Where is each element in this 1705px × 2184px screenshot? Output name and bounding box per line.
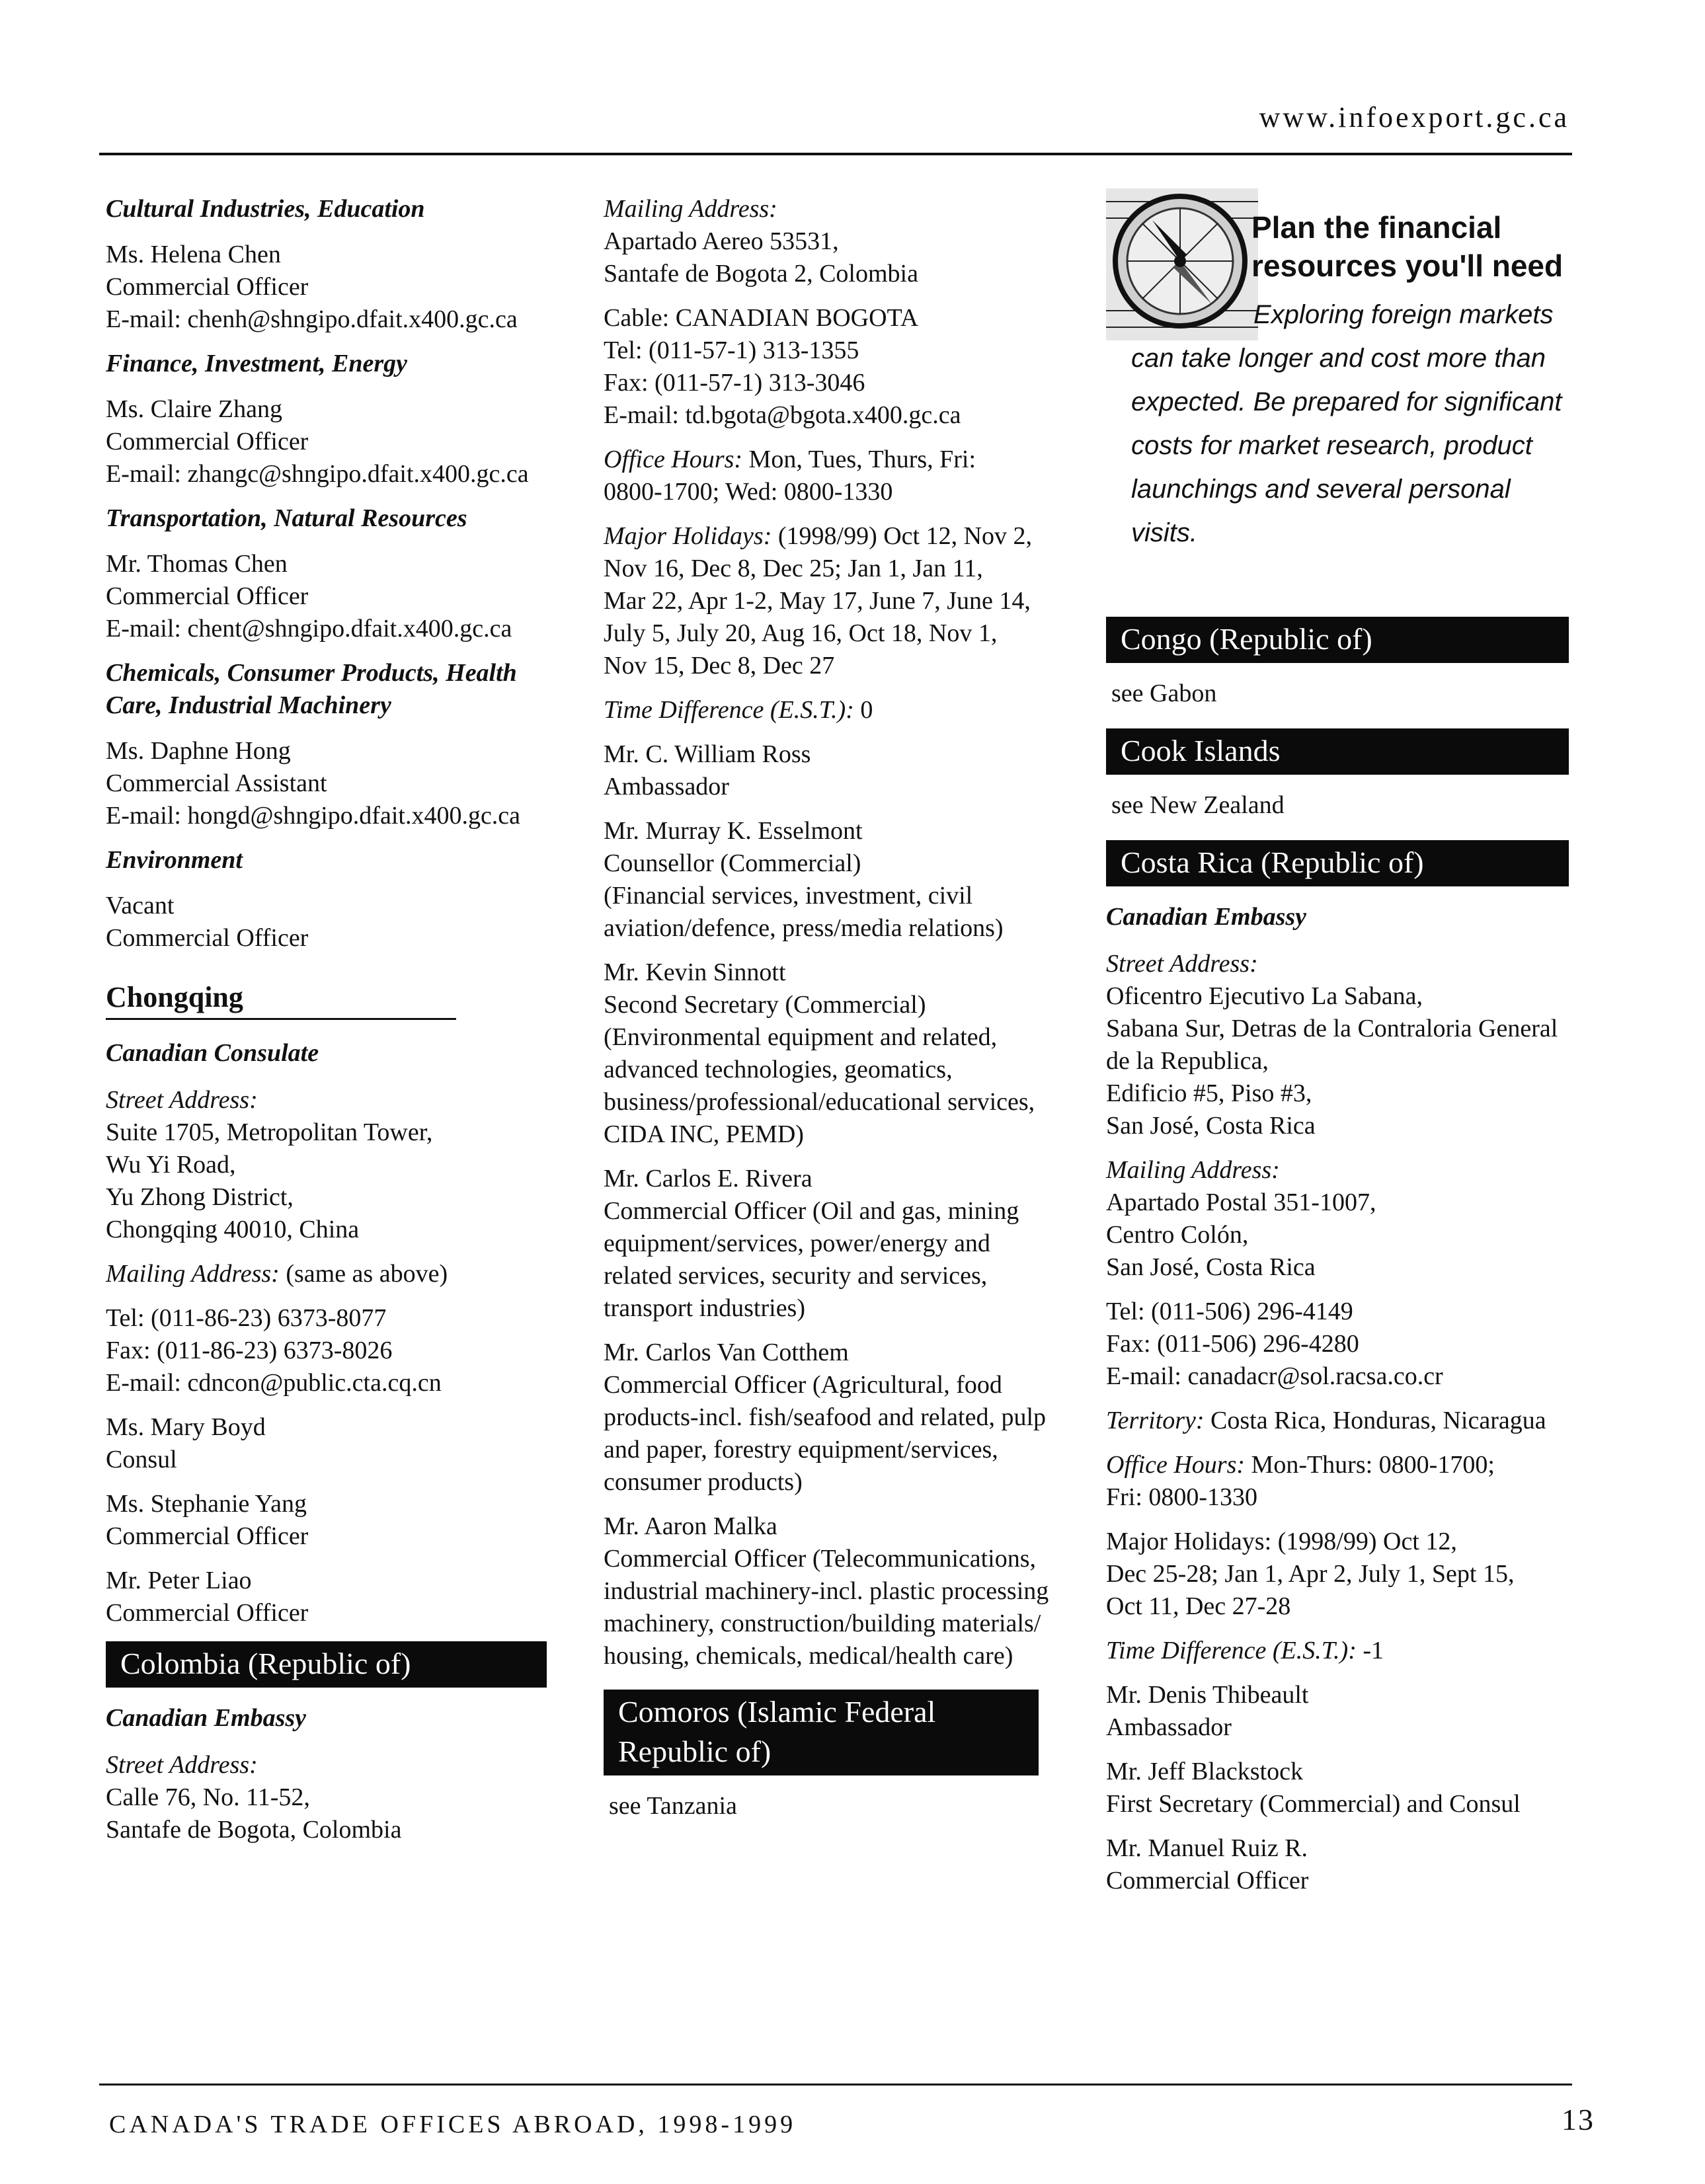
staff-line: business/professional/educational services,	[604, 1088, 1035, 1116]
holidays-value: Oct 11, Dec 27-28	[1106, 1592, 1291, 1620]
tip-title	[1251, 208, 1563, 285]
sector-category: Transportation, Natural Resources	[106, 504, 467, 532]
staff-entry	[1106, 1756, 1582, 1820]
staff-line: Mr. Manuel Ruiz R.	[1106, 1834, 1308, 1862]
fax: Fax: (011-86-23) 6373-8026	[106, 1337, 393, 1364]
sector-category-line: Chemicals, Consumer Products, Health	[106, 659, 517, 687]
address-line: Suite 1705, Metropolitan Tower,	[106, 1118, 433, 1146]
contact-email: E-mail: hongd@shngipo.dfait.x400.gc.ca	[106, 802, 521, 830]
staff-line: Ambassador	[604, 773, 729, 800]
tip-title-line: resources you'll need	[1251, 249, 1564, 283]
fax: Fax: (011-506) 296-4280	[1106, 1330, 1359, 1358]
staff-line: Second Secretary (Commercial)	[604, 991, 926, 1019]
tip-body-line: can take longer and cost more than	[1131, 344, 1546, 373]
staff-title: Commercial Officer	[106, 1599, 309, 1627]
sector-entry	[106, 657, 569, 832]
staff-line: transport industries)	[604, 1294, 806, 1322]
major-holidays	[1106, 1526, 1582, 1623]
staff-line: CIDA INC, PEMD)	[604, 1120, 804, 1148]
telephone: Tel: (011-506) 296-4149	[1106, 1298, 1353, 1325]
time-difference-value: 0	[853, 696, 873, 724]
office-name: Canadian Embassy	[1106, 903, 1307, 931]
contact-name: Ms. Claire Zhang	[106, 395, 283, 423]
holidays-label: Major Holidays:	[604, 522, 772, 550]
time-difference	[604, 694, 1080, 726]
staff-line: Mr. Carlos E. Rivera	[604, 1165, 813, 1192]
office-hours-value: Mon, Tues, Thurs, Fri:	[748, 446, 976, 473]
staff-line: Commercial Officer (Agricultural, food	[604, 1371, 1002, 1399]
holidays-value: Major Holidays: (1998/99) Oct 12,	[1106, 1528, 1457, 1555]
sector-category: Cultural Industries, Education	[106, 195, 425, 223]
contact-title: Commercial Officer	[106, 582, 309, 610]
staff-name: Ms. Stephanie Yang	[106, 1490, 307, 1518]
sector-category	[106, 657, 569, 722]
staff-line: Mr. Carlos Van Cotthem	[604, 1339, 849, 1366]
sector-entry	[106, 193, 569, 336]
tip-body-line: expected. Be prepared for significant	[1131, 387, 1562, 416]
staff-line: related services, security and services,	[604, 1262, 988, 1290]
contact-name: Mr. Thomas Chen	[106, 550, 288, 578]
office-name: Canadian Embassy	[106, 1704, 307, 1732]
tip-body	[1106, 293, 1608, 555]
office-hours	[1106, 1449, 1582, 1514]
territory-label: Territory:	[1106, 1407, 1205, 1434]
staff-name: Mr. Peter Liao	[106, 1567, 252, 1594]
street-address	[106, 1084, 569, 1246]
address-line: Oficentro Ejecutivo La Sabana,	[1106, 982, 1423, 1010]
office-hours-label: Office Hours:	[604, 446, 743, 473]
staff-line: and paper, forestry equipment/services,	[604, 1436, 998, 1463]
major-holidays	[604, 520, 1080, 682]
office-name: Canadian Consulate	[106, 1039, 319, 1067]
sector-category: Environment	[106, 846, 243, 874]
holidays-value: (1998/99) Oct 12, Nov 2,	[772, 522, 1033, 550]
country-heading-line: Republic of)	[618, 1735, 772, 1768]
sector-entry	[106, 348, 569, 490]
office-hours-value: 0800-1700; Wed: 0800-1330	[604, 478, 893, 506]
staff-line: Commercial Officer (Oil and gas, mining	[604, 1197, 1019, 1225]
tip-box	[1106, 188, 1582, 565]
address-line: Chongqing 40010, China	[106, 1216, 360, 1243]
page-number: 13	[1562, 2103, 1595, 2136]
staff-line: consumer products)	[604, 1468, 803, 1496]
column-3	[1106, 188, 1582, 1909]
contact-title: Commercial Officer	[106, 428, 309, 455]
street-address	[1106, 948, 1582, 1142]
territory-value: Costa Rica, Honduras, Nicaragua	[1204, 1407, 1546, 1434]
street-address	[106, 1749, 569, 1846]
email: E-mail: canadacr@sol.racsa.co.cr	[1106, 1362, 1443, 1390]
address-line: Yu Zhong District,	[106, 1183, 294, 1211]
header-url: www.infoexport.gc.ca	[1259, 101, 1569, 134]
address-line: Calle 76, No. 11-52,	[106, 1783, 310, 1811]
holidays-value: July 5, July 20, Aug 16, Oct 18, Nov 1,	[604, 619, 998, 647]
contact-name: Vacant	[106, 892, 175, 919]
address-line: Apartado Postal 351-1007,	[1106, 1189, 1376, 1216]
address-line: San José, Costa Rica	[1106, 1253, 1316, 1281]
holidays-value: Mar 22, Apr 1-2, May 17, June 7, June 14,	[604, 587, 1031, 615]
staff-entry	[604, 1510, 1080, 1672]
street-address-label: Street Address:	[106, 1086, 258, 1114]
see-reference: see Gabon	[1111, 680, 1217, 707]
address-line: Centro Colón,	[1106, 1221, 1249, 1249]
contact-email: E-mail: chenh@shngipo.dfait.x400.gc.ca	[106, 305, 518, 333]
mailing-address-value: (same as above)	[286, 1260, 448, 1288]
street-address-label: Street Address:	[1106, 950, 1258, 978]
sector-category: Finance, Investment, Energy	[106, 350, 408, 377]
staff-line: aviation/defence, press/media relations)	[604, 914, 1004, 942]
staff-line: products-incl. fish/seafood and related, pulp	[604, 1403, 1047, 1431]
country-heading-line: Comoros (Islamic Federal	[618, 1695, 936, 1729]
time-difference	[1106, 1635, 1582, 1667]
country-heading-comoros	[604, 1690, 1039, 1775]
mailing-address	[106, 1258, 569, 1290]
staff-line: housing, chemicals, medical/health care)	[604, 1642, 1013, 1670]
telephone: Tel: (011-86-23) 6373-8077	[106, 1304, 387, 1332]
cable: Cable: CANADIAN BOGOTA	[604, 304, 919, 332]
contact-email: E-mail: zhangc@shngipo.dfait.x400.gc.ca	[106, 460, 529, 488]
time-difference-label: Time Difference (E.S.T.):	[1106, 1637, 1357, 1664]
contact-info	[1106, 1296, 1582, 1393]
staff-line: (Environmental equipment and related,	[604, 1023, 998, 1051]
contact-title: Commercial Assistant	[106, 769, 327, 797]
staff-entry	[604, 956, 1080, 1151]
mailing-address-label: Mailing Address:	[604, 195, 777, 223]
header-rule	[99, 153, 1572, 155]
contact-email: E-mail: chent@shngipo.dfait.x400.gc.ca	[106, 615, 512, 643]
address-line: de la Republica,	[1106, 1047, 1269, 1075]
contact-title: Commercial Officer	[106, 273, 309, 301]
country-heading-congo: Congo (Republic of)	[1106, 617, 1569, 663]
staff-line: Commercial Officer	[1106, 1867, 1309, 1894]
contact-info	[106, 1302, 569, 1399]
see-reference: see New Zealand	[1111, 791, 1285, 819]
staff-entry	[604, 738, 1080, 803]
staff-line: Mr. Denis Thibeault	[1106, 1681, 1309, 1709]
office-hours-value: Mon-Thurs: 0800-1700;	[1245, 1451, 1495, 1479]
country-heading-colombia: Colombia (Republic of)	[106, 1641, 547, 1688]
staff-line: Mr. Jeff Blackstock	[1106, 1758, 1303, 1785]
mailing-address-label: Mailing Address:	[106, 1260, 280, 1288]
tip-body-line: Exploring foreign markets	[1253, 300, 1554, 329]
sector-entry	[106, 502, 569, 645]
address-line: San José, Costa Rica	[1106, 1112, 1316, 1140]
sector-category-line: Care, Industrial Machinery	[106, 691, 391, 719]
staff-line: Ambassador	[1106, 1713, 1232, 1741]
staff-title: Commercial Officer	[106, 1522, 309, 1550]
column-2	[604, 193, 1080, 1841]
see-reference: see Tanzania	[609, 1792, 737, 1820]
staff-entry	[1106, 1832, 1582, 1897]
territory	[1106, 1405, 1582, 1437]
staff-line: Mr. Kevin Sinnott	[604, 958, 786, 986]
tip-title-line: Plan the financial	[1251, 210, 1502, 245]
holidays-value: Dec 25-28; Jan 1, Apr 2, July 1, Sept 15,	[1106, 1560, 1515, 1588]
address-line: Apartado Aereo 53531,	[604, 227, 839, 255]
staff-entry	[106, 1565, 569, 1629]
staff-name: Ms. Mary Boyd	[106, 1413, 266, 1441]
staff-line: industrial machinery-incl. plastic processing	[604, 1577, 1049, 1605]
staff-line: equipment/services, power/energy and	[604, 1229, 990, 1257]
office-hours	[604, 444, 1080, 508]
holidays-value: Nov 15, Dec 8, Dec 27	[604, 652, 835, 680]
staff-line: First Secretary (Commercial) and Consul	[1106, 1790, 1521, 1818]
email: E-mail: td.bgota@bgota.x400.gc.ca	[604, 401, 961, 429]
country-heading-costa-rica: Costa Rica (Republic of)	[1106, 840, 1569, 886]
staff-entry	[106, 1411, 569, 1476]
staff-line: Commercial Officer (Telecommunications,	[604, 1545, 1037, 1573]
staff-entry	[604, 1163, 1080, 1325]
email: E-mail: cdncon@public.cta.cq.cn	[106, 1369, 442, 1397]
telephone: Tel: (011-57-1) 313-1355	[604, 336, 859, 364]
address-line: Santafe de Bogota, Colombia	[106, 1816, 402, 1844]
country-heading-cook-islands: Cook Islands	[1106, 728, 1569, 775]
staff-line: (Financial services, investment, civil	[604, 882, 973, 910]
contact-title: Commercial Officer	[106, 924, 309, 952]
footer-title: CANADA'S TRADE OFFICES ABROAD, 1998-1999	[109, 2111, 797, 2138]
staff-entry	[604, 1337, 1080, 1499]
staff-line: machinery, construction/building materials/	[604, 1610, 1041, 1637]
city-heading-chongqing: Chongqing	[106, 981, 456, 1020]
time-difference-label: Time Difference (E.S.T.):	[604, 696, 854, 724]
holidays-value: Nov 16, Dec 8, Dec 25; Jan 1, Jan 11,	[604, 555, 983, 582]
staff-line: Mr. C. William Ross	[604, 740, 811, 768]
address-line: Edificio #5, Piso #3,	[1106, 1079, 1312, 1107]
contact-name: Ms. Helena Chen	[106, 241, 281, 268]
staff-entry	[1106, 1679, 1582, 1744]
tip-body-line: visits.	[1131, 518, 1197, 547]
office-hours-label: Office Hours:	[1106, 1451, 1246, 1479]
staff-line: Mr. Aaron Malka	[604, 1512, 777, 1540]
tip-body-line: launchings and several personal	[1131, 475, 1511, 504]
address-line: Santafe de Bogota 2, Colombia	[604, 260, 918, 288]
staff-line: Counsellor (Commercial)	[604, 849, 861, 877]
column-1	[106, 193, 569, 1858]
contact-info	[604, 302, 1080, 432]
staff-title: Consul	[106, 1446, 177, 1473]
staff-entry	[604, 815, 1080, 945]
staff-entry	[106, 1488, 569, 1553]
contact-name: Ms. Daphne Hong	[106, 737, 291, 765]
staff-line: Mr. Murray K. Esselmont	[604, 817, 863, 845]
mailing-address	[1106, 1154, 1582, 1284]
sector-entry	[106, 844, 569, 955]
office-hours-value: Fri: 0800-1330	[1106, 1483, 1258, 1511]
street-address-label: Street Address:	[106, 1751, 258, 1779]
staff-line: advanced technologies, geomatics,	[604, 1056, 953, 1083]
tip-body-line: costs for market research, product	[1131, 431, 1532, 460]
address-line: Sabana Sur, Detras de la Contraloria General	[1106, 1015, 1558, 1042]
mailing-address	[604, 193, 1080, 290]
footer-rule	[99, 2084, 1572, 2086]
mailing-address-label: Mailing Address:	[1106, 1156, 1280, 1184]
fax: Fax: (011-57-1) 313-3046	[604, 369, 865, 397]
address-line: Wu Yi Road,	[106, 1151, 236, 1179]
time-difference-value: -1	[1356, 1637, 1384, 1664]
